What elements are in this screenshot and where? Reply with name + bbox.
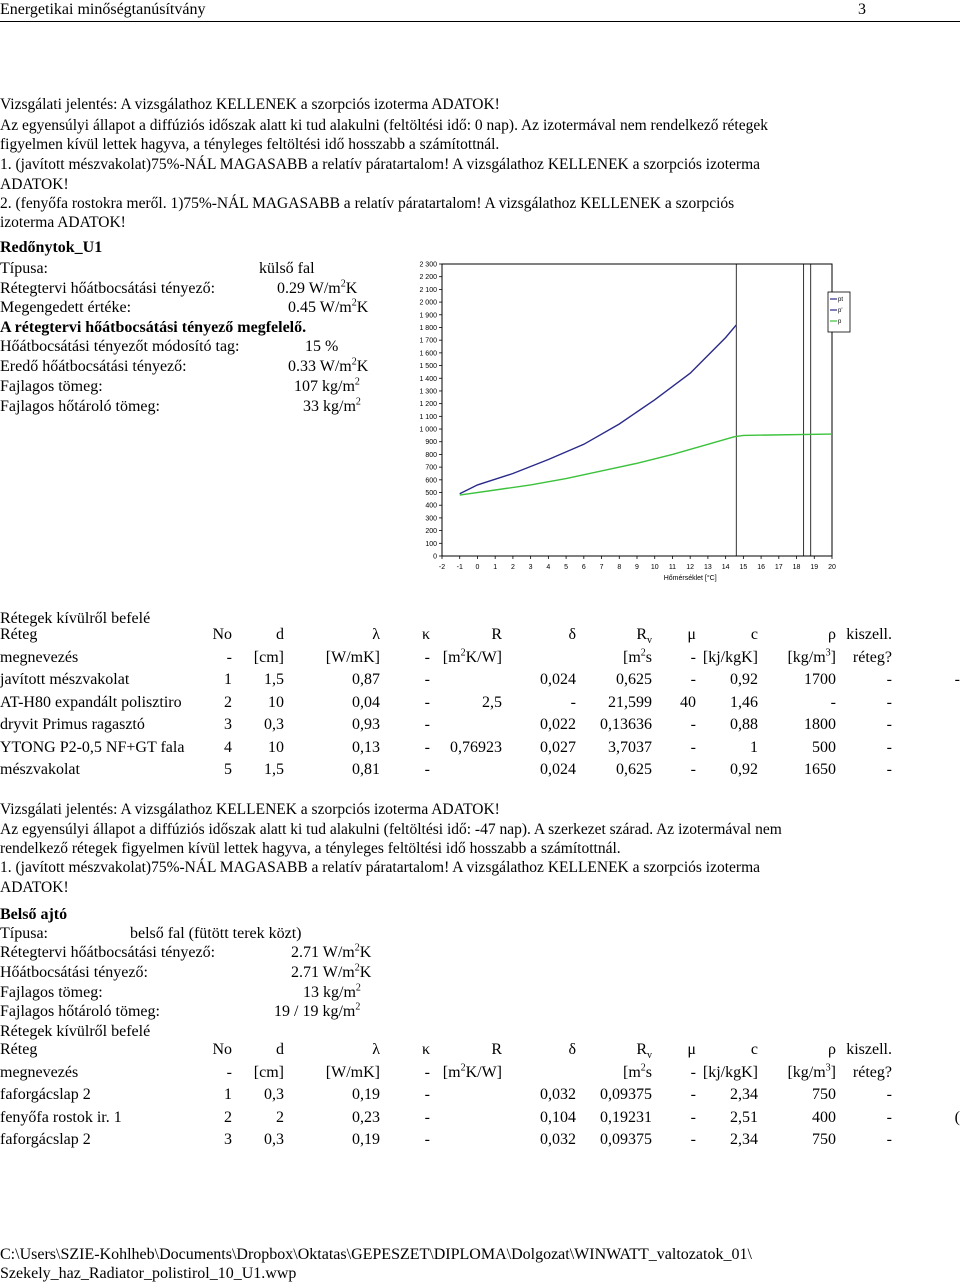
y-tick-label: 800 [425, 451, 437, 459]
table-row [0, 1129, 960, 1152]
y-tick-label: 1 800 [419, 324, 437, 332]
table-cell: 1,5 [264, 761, 284, 779]
table-header-row [0, 1039, 960, 1062]
header-cell: megnevezés [0, 1063, 79, 1081]
table-cell: - [690, 1086, 696, 1104]
table-cell: 1700 [804, 671, 836, 689]
table-header-row [0, 647, 960, 670]
prop-label: Rétegtervi hőátbocsátási tényező: [0, 944, 216, 961]
chart-svg [418, 256, 842, 588]
table-cell: - [424, 671, 430, 689]
x-tick-label: 2 [510, 564, 515, 571]
table-cell: 0,024 [540, 761, 576, 779]
report-line: 1. (javított mészvakolat)75%-NÁL MAGASABB a relatív páratartalom! A vizsgálathoz KELLENEK a szorpciós izoterma [0, 859, 760, 876]
header-cell: [W/mK] [325, 1063, 380, 1081]
table-header-row [0, 1062, 960, 1085]
prop-value: belső fal (fütött terek közt) [130, 925, 302, 942]
table-cell: 0,3 [264, 1086, 284, 1104]
header-cell: réteg? [852, 1063, 892, 1081]
report-line: figyelmen kívül lettek hagyva, a tényleges feltöltési idő hosszabb a számítottnál. [0, 136, 500, 153]
table-cell: - [424, 1131, 430, 1149]
table-cell: 0,09375 [600, 1086, 652, 1104]
prop-label: Fajlagos hőtároló tömeg: [0, 398, 160, 415]
x-tick-label: 4 [546, 564, 551, 571]
table-cell: - [886, 738, 892, 756]
table-cell: 750 [812, 1131, 836, 1149]
header-cell: - [226, 648, 232, 666]
table-cell: - [886, 1131, 892, 1149]
prop-label: Rétegtervi hőátbocsátási tényező: [0, 280, 216, 297]
x-tick-label: 20 [828, 564, 836, 571]
table-cell: 1800 [804, 716, 836, 734]
element-title: Redőnytok_U1 [0, 239, 103, 256]
table-row [0, 1107, 960, 1130]
prop-label: Megengedett értéke: [0, 299, 132, 316]
report-line: Az egyensúlyi állapot a diffúziós időszak alatt ki tud alakulni (feltöltési idő: 0 nap). Az izotermával nem rendelkező rétegek [0, 117, 768, 134]
series-line-pprime [460, 434, 832, 495]
table-cell: 3 [224, 1131, 232, 1149]
table-cell: 750 [812, 1086, 836, 1104]
table-cell: - [886, 1108, 892, 1126]
table-cell: - [690, 716, 696, 734]
table-cell: 2,34 [730, 1086, 758, 1104]
vapor-pressure-chart [418, 256, 842, 588]
header-cell: λ [372, 626, 380, 644]
table-cell [430, 759, 502, 782]
header-cell: - [690, 1063, 696, 1081]
y-tick-label: 700 [425, 464, 437, 472]
table-cell: - [424, 1086, 430, 1104]
table-cell [430, 714, 502, 737]
prop-label: Típusa: [0, 925, 48, 942]
x-tick-label: 17 [774, 564, 783, 571]
table-cell: - [690, 1108, 696, 1126]
table-cell: - [424, 761, 430, 779]
table-cell: 0,13 [352, 738, 380, 756]
prop-value: 13 $kg/m^2$ [303, 982, 361, 1001]
x-tick-label: 11 [668, 564, 677, 571]
x-tick-label: 8 [617, 564, 622, 571]
table-cell: 0,13636 [600, 716, 652, 734]
header-cell: - [690, 648, 696, 666]
table-cell: 1,46 [730, 693, 758, 711]
header-cell: [cm] [253, 648, 284, 666]
page-header-title: Energetikai minőségtanúsítvány [0, 1, 206, 18]
header-cell: $[kg/m^3]$ [787, 647, 836, 666]
header-cell: λ [372, 1041, 380, 1059]
table-cell: 0,76923 [450, 738, 502, 756]
table-cell: 0,625 [616, 671, 652, 689]
prop-label: Fajlagos tömeg: [0, 378, 103, 395]
header-cell: ρ [828, 626, 836, 644]
prop-value: 15 % [305, 338, 339, 355]
table-cell: 10 [268, 738, 284, 756]
header-cell: $R_v$ [636, 626, 652, 647]
prop-value: külső fal [259, 260, 315, 277]
report-line: izoterma ADATOK! [0, 214, 126, 231]
table-cell: 0,88 [730, 716, 758, 734]
table-cell: 0,04 [352, 693, 380, 711]
y-tick-label: 2 000 [419, 299, 437, 307]
table-cell: 1 [224, 1086, 232, 1104]
header-cell: δ [568, 626, 576, 644]
table-cell: - [886, 1086, 892, 1104]
table-cell [430, 1084, 502, 1107]
table-cell: - [690, 738, 696, 756]
table-cell: - [690, 1131, 696, 1149]
x-tick-label: 7 [599, 564, 604, 571]
y-tick-label: 600 [425, 477, 437, 485]
table-cell: - [886, 671, 892, 689]
table-cell: 1 [224, 671, 232, 689]
header-cell: réteg? [852, 648, 892, 666]
x-tick-label: 6 [581, 564, 586, 571]
table-header-row [0, 624, 960, 647]
y-tick-label: 100 [425, 540, 437, 548]
header-cell: μ [687, 626, 696, 644]
table-row [0, 1084, 960, 1107]
table-cell: 0,032 [540, 1086, 576, 1104]
table-cell: 2,51 [730, 1108, 758, 1126]
report-line: rendelkező rétegek figyelmen kívül lettek hagyva, a tényleges feltöltési idő hosszabb a számítottnál. [0, 840, 621, 857]
table-cell: faforgácslap 2 [0, 1086, 91, 1104]
table-cell: 2,5 [482, 693, 502, 711]
prop-value: 0.33 $W/m^2K$ [288, 356, 369, 375]
header-cell: $R_v$ [636, 1041, 652, 1062]
table-cell: 0,032 [540, 1131, 576, 1149]
plot-frame [442, 264, 832, 556]
report-line: 1. (javított mészvakolat)75%-NÁL MAGASABB a relatív páratartalom! A vizsgálathoz KELLENEK a szorpciós izoterma [0, 156, 760, 173]
header-cell: No [212, 626, 232, 644]
prop-value: 2.71 $W/m^2K$ [291, 962, 372, 981]
table-cell: 0,104 [540, 1108, 576, 1126]
y-tick-label: 200 [425, 528, 437, 536]
y-tick-label: 2 300 [419, 261, 437, 269]
header-cell: $[kg/m^3]$ [787, 1062, 836, 1081]
x-tick-label: 15 [739, 564, 748, 571]
prop-value: 33 $kg/m^2$ [303, 396, 361, 415]
table-cell: - [424, 716, 430, 734]
header-cell: - [424, 648, 430, 666]
header-cell: [$m^2s$ [622, 647, 652, 666]
table-cell [892, 759, 960, 782]
header-cell: $[m^2K/W]$ [442, 647, 502, 666]
table-cell: 10 [268, 693, 284, 711]
table-cell: 0,19231 [600, 1108, 652, 1126]
table-cell: 0,23 [352, 1108, 380, 1126]
header-cell: κ [421, 1041, 430, 1059]
prop-label: Fajlagos hőtároló tömeg: [0, 1003, 160, 1020]
x-tick-label: 10 [650, 564, 659, 571]
table-cell: - [690, 671, 696, 689]
header-cell: d [276, 1041, 284, 1059]
y-tick-label: 2 100 [419, 286, 437, 294]
report-line: Az egyensúlyi állapot a diffúziós időszak alatt ki tud alakulni (feltöltési idő: -47 nap). A szerkezet szárad. Az izotermával nem [0, 821, 782, 838]
header-cell: kiszell. [846, 1041, 892, 1059]
y-tick-label: 1 100 [419, 413, 437, 421]
prop-label: Hőátbocsátási tényező: [0, 964, 148, 981]
header-cell: c [750, 626, 758, 644]
page-number: 3 [858, 1, 866, 18]
header-cell: ρ [828, 1041, 836, 1059]
table-cell: 0,81 [352, 761, 380, 779]
table-row [0, 714, 960, 737]
x-tick-label: 12 [686, 564, 695, 571]
x-tick-label: 9 [635, 564, 639, 571]
table-cell: 21,599 [608, 693, 652, 711]
footer-path: Szekely_haz_Radiator_polistirol_10_U1.wwp [0, 1265, 297, 1282]
x-tick-label: -2 [438, 564, 446, 571]
table-cell: - [424, 1108, 430, 1126]
layers-title: Rétegek kívülről befelé [0, 1023, 151, 1040]
table-cell [892, 737, 960, 760]
table-cell [430, 669, 502, 692]
x-tick-label: 16 [757, 564, 765, 571]
x-tick-label: 13 [704, 564, 712, 571]
y-tick-label: 1 400 [419, 375, 437, 383]
y-tick-label: 0 [433, 553, 437, 561]
header-cell: c [750, 1041, 758, 1059]
header-cell: [$m^2s$ [622, 1062, 652, 1081]
table-cell: dryvit Primus ragasztó [0, 716, 145, 734]
table-cell [892, 1129, 960, 1152]
table-cell: - [886, 716, 892, 734]
prop-value: 107 $kg/m^2$ [294, 376, 360, 395]
table-cell: 3 [224, 716, 232, 734]
y-tick-label: 2 200 [419, 274, 437, 282]
prop-label: Fajlagos tömeg: [0, 984, 103, 1001]
table-cell [892, 1084, 960, 1107]
table-cell [430, 1107, 502, 1130]
report-line: Vizsgálati jelentés: A vizsgálathoz KELLENEK a szorpciós izoterma ADATOK! [0, 801, 500, 818]
y-tick-label: 1 000 [419, 426, 437, 434]
y-tick-label: 1 900 [419, 312, 437, 320]
prop-value: 0.29 $W/m^2K$ [277, 278, 358, 297]
x-axis-label: Hőmérséklet [°C] [663, 575, 717, 582]
table-cell: 2,34 [730, 1131, 758, 1149]
header-cell: μ [687, 1041, 696, 1059]
verdict: A rétegtervi hőátbocsátási tényező megfelelő. [0, 319, 307, 336]
layers-body-2 [0, 1084, 960, 1152]
y-tick-label: 1 600 [419, 350, 437, 358]
y-tick-label: 1 500 [419, 363, 437, 371]
table-cell: 1650 [804, 761, 836, 779]
prop-label: Eredő hőátbocsátási tényező: [0, 358, 187, 375]
table-cell: ( [954, 1108, 960, 1126]
table-cell: 0,625 [616, 761, 652, 779]
table-cell: - [886, 693, 892, 711]
header-cell: No [212, 1041, 232, 1059]
table-cell: AT-H80 expandált polisztiro [0, 693, 182, 711]
table-cell: 0,3 [264, 1131, 284, 1149]
header-cell: R [491, 1041, 502, 1059]
x-tick-label: 18 [792, 564, 801, 571]
header-cell: Réteg [0, 626, 38, 644]
header-cell: megnevezés [0, 648, 79, 666]
layers-table-2 [0, 1039, 960, 1152]
x-tick-label: -1 [456, 564, 463, 571]
prop-label: Típusa: [0, 260, 48, 277]
y-tick-label: 1 300 [419, 388, 437, 396]
header-cell: kiszell. [846, 626, 892, 644]
y-tick-label: 300 [425, 515, 437, 523]
prop-value: 0.45 $W/m^2K$ [288, 297, 369, 316]
table-cell: - [830, 693, 836, 711]
table-cell: 0,19 [352, 1086, 380, 1104]
x-tick-label: 3 [528, 564, 533, 571]
table-cell [892, 692, 960, 715]
table-cell: - [886, 761, 892, 779]
prop-value: 2.71 $W/m^2K$ [291, 942, 372, 961]
table-cell: 4 [224, 738, 232, 756]
table-cell: - [690, 761, 696, 779]
layers-body-1 [0, 669, 960, 782]
table-cell [892, 714, 960, 737]
table-cell: 0,19 [352, 1131, 380, 1149]
header-cell: [kj/kgK] [702, 1063, 758, 1081]
header-cell: - [424, 1063, 430, 1081]
header-cell: κ [421, 626, 430, 644]
series-line-pt [460, 325, 737, 494]
table-cell [430, 1129, 502, 1152]
table-cell: 2 [224, 693, 232, 711]
table-cell: fenyőfa rostok ir. 1 [0, 1108, 122, 1126]
table-row [0, 692, 960, 715]
x-tick-label: 19 [810, 564, 819, 571]
x-tick-label: 5 [564, 564, 569, 571]
prop-label: Hőátbocsátási tényezőt módosító tag: [0, 338, 240, 355]
report-line: 2. (fenyőfa rostokra meről. 1)75%-NÁL MAGASABB a relatív páratartalom! A vizsgálathoz KELLENEK a szorpciós [0, 195, 735, 212]
table-cell: 5 [224, 761, 232, 779]
table-cell: 0,3 [264, 716, 284, 734]
table-cell: 0,92 [730, 671, 758, 689]
y-tick-label: 500 [425, 490, 437, 498]
legend-label: pt [838, 297, 844, 303]
element-title: Belső ajtó [0, 906, 68, 923]
table-cell: 1,5 [264, 671, 284, 689]
table-cell: 0,93 [352, 716, 380, 734]
header-divider [0, 21, 960, 22]
table-row [0, 737, 960, 760]
table-cell: javított mészvakolat [0, 671, 130, 689]
header-cell: [kj/kgK] [702, 648, 758, 666]
report-line: ADATOK! [0, 176, 69, 193]
x-tick-label: 14 [721, 564, 730, 571]
header-cell: $[m^2K/W]$ [442, 1062, 502, 1081]
y-tick-label: 1 200 [419, 401, 437, 409]
legend-label: p [838, 319, 842, 325]
table-cell: 1 [750, 738, 758, 756]
legend-label: p' [838, 308, 843, 314]
x-tick-label: 1 [493, 564, 498, 571]
table-cell: faforgácslap 2 [0, 1131, 91, 1149]
table-cell: 400 [812, 1108, 836, 1126]
table-cell: 2 [224, 1108, 232, 1126]
table-cell: - [570, 693, 576, 711]
table-cell: 500 [812, 738, 836, 756]
table-cell: YTONG P2-0,5 NF+GT fala [0, 738, 185, 756]
header-cell: [W/mK] [325, 648, 380, 666]
header-cell: [cm] [253, 1063, 284, 1081]
table-cell: - [424, 693, 430, 711]
table-cell: - [424, 738, 430, 756]
table-row [0, 669, 960, 692]
layers-table-1 [0, 624, 960, 782]
y-tick-label: 1 700 [419, 337, 437, 345]
table-cell: 0,87 [352, 671, 380, 689]
header-cell: R [491, 626, 502, 644]
table-cell: 0,09375 [600, 1131, 652, 1149]
footer-path: C:\Users\SZIE-Kohlheb\Documents\Dropbox\Oktatas\GEPESZET\DIPLOMA\Dolgozat\WINWATT_valtozatok_01\ [0, 1246, 752, 1263]
table-cell: - [954, 671, 960, 689]
prop-value: 19 / 19 $kg/m^2$ [274, 1001, 361, 1020]
table-cell: 0,027 [540, 738, 576, 756]
table-cell: 2 [276, 1108, 284, 1126]
report-line: ADATOK! [0, 879, 69, 896]
layers-title: Rétegek kívülről befelé [0, 610, 151, 627]
table-cell: 0,024 [540, 671, 576, 689]
table-row [0, 759, 960, 782]
table-cell: 3,7037 [608, 738, 652, 756]
header-cell: d [276, 626, 284, 644]
table-cell: 0,92 [730, 761, 758, 779]
table-cell: mészvakolat [0, 761, 80, 779]
header-cell: - [226, 1063, 232, 1081]
y-tick-label: 900 [425, 439, 437, 447]
table-cell: 0,022 [540, 716, 576, 734]
x-tick-label: 0 [475, 564, 480, 571]
table-cell: 40 [680, 693, 696, 711]
header-cell: Réteg [0, 1041, 38, 1059]
report-line: Vizsgálati jelentés: A vizsgálathoz KELLENEK a szorpciós izoterma ADATOK! [0, 96, 500, 113]
header-cell: δ [568, 1041, 576, 1059]
y-tick-label: 400 [425, 502, 437, 510]
